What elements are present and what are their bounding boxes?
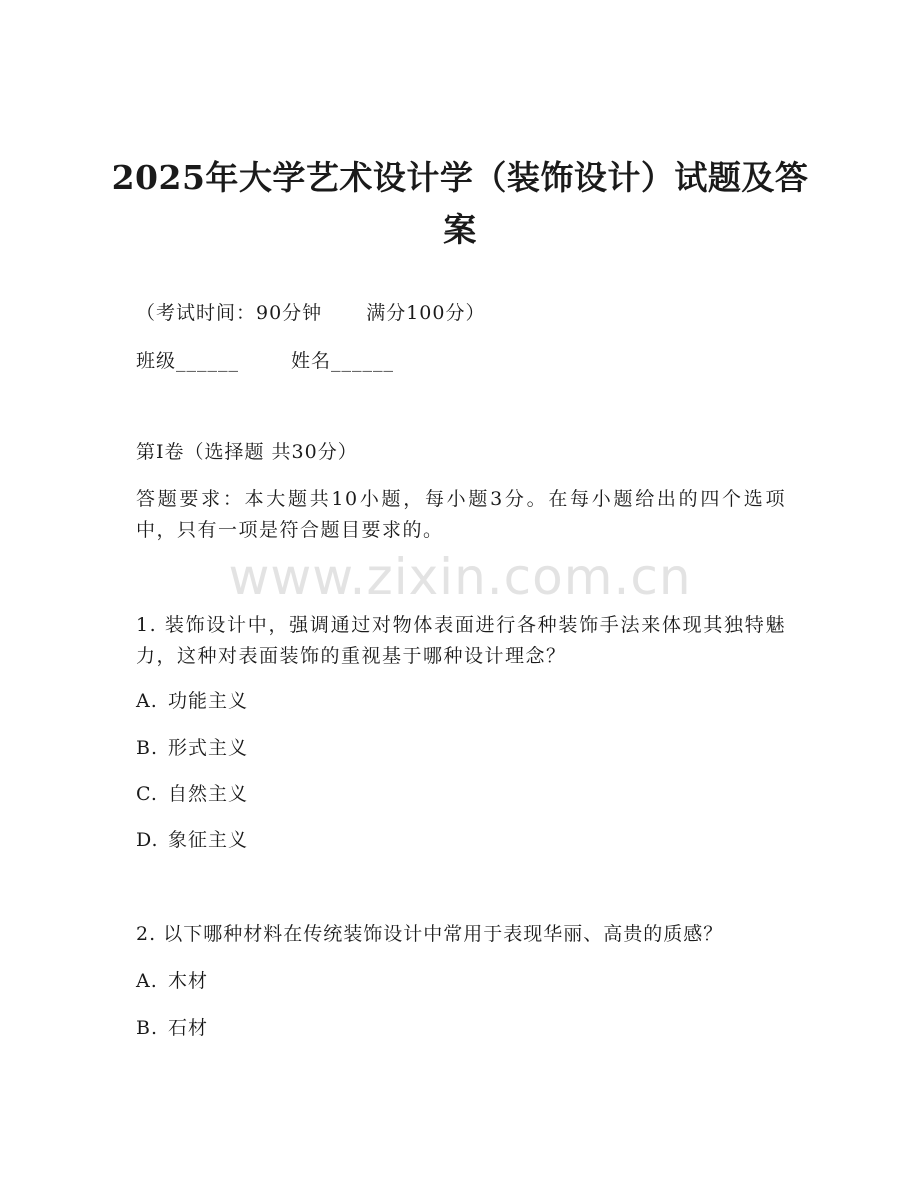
option-text: 自然主义 <box>168 783 249 805</box>
option-text: 石材 <box>168 1017 209 1039</box>
option-label: B. <box>136 737 159 759</box>
option-text: 木材 <box>168 970 209 992</box>
exam-time: （考试时间：90分钟 <box>136 302 323 324</box>
class-field-label: 班级______ <box>136 350 240 372</box>
option-label: B. <box>136 1017 159 1039</box>
option-text: 功能主义 <box>168 690 249 712</box>
section-heading: 第I卷（选择题 共30分） <box>136 441 358 463</box>
exam-score: 满分100分） <box>366 302 486 324</box>
option-2b <box>136 1013 208 1044</box>
option-text: 形式主义 <box>168 737 249 759</box>
option-label: C. <box>136 783 158 805</box>
student-info <box>136 346 394 377</box>
option-label: D. <box>136 829 159 851</box>
question-text: 以下哪种材料在传统装饰设计中常用于表现华丽、高贵的质感？ <box>163 923 724 945</box>
name-field-label: 姓名______ <box>291 350 395 372</box>
question-2 <box>136 919 723 950</box>
option-1c <box>136 779 248 810</box>
option-label: A. <box>136 970 158 992</box>
watermark: www.zixin.com.cn <box>228 548 692 606</box>
exam-info <box>136 298 485 329</box>
option-text: 象征主义 <box>168 829 249 851</box>
section-instructions: 答题要求：本大题共10小题，每小题3分。在每小题给出的四个选项中，只有一项是符合题目要求的。 <box>136 488 786 541</box>
option-label: A. <box>136 690 158 712</box>
question-1 <box>136 610 786 672</box>
question-number: 2. <box>136 923 157 945</box>
question-number: 1. <box>136 614 158 636</box>
option-1a <box>136 686 248 717</box>
option-1b <box>136 733 248 764</box>
question-text: 装饰设计中，强调通过对物体表面进行各种装饰手法来体现其独特魅力，这种对表面装饰的重视基于哪种设计理念？ <box>136 614 786 667</box>
document-title: 2025年大学艺术设计学（装饰设计）试题及答案 <box>111 158 809 249</box>
option-1d <box>136 825 248 856</box>
option-2a <box>136 966 208 997</box>
